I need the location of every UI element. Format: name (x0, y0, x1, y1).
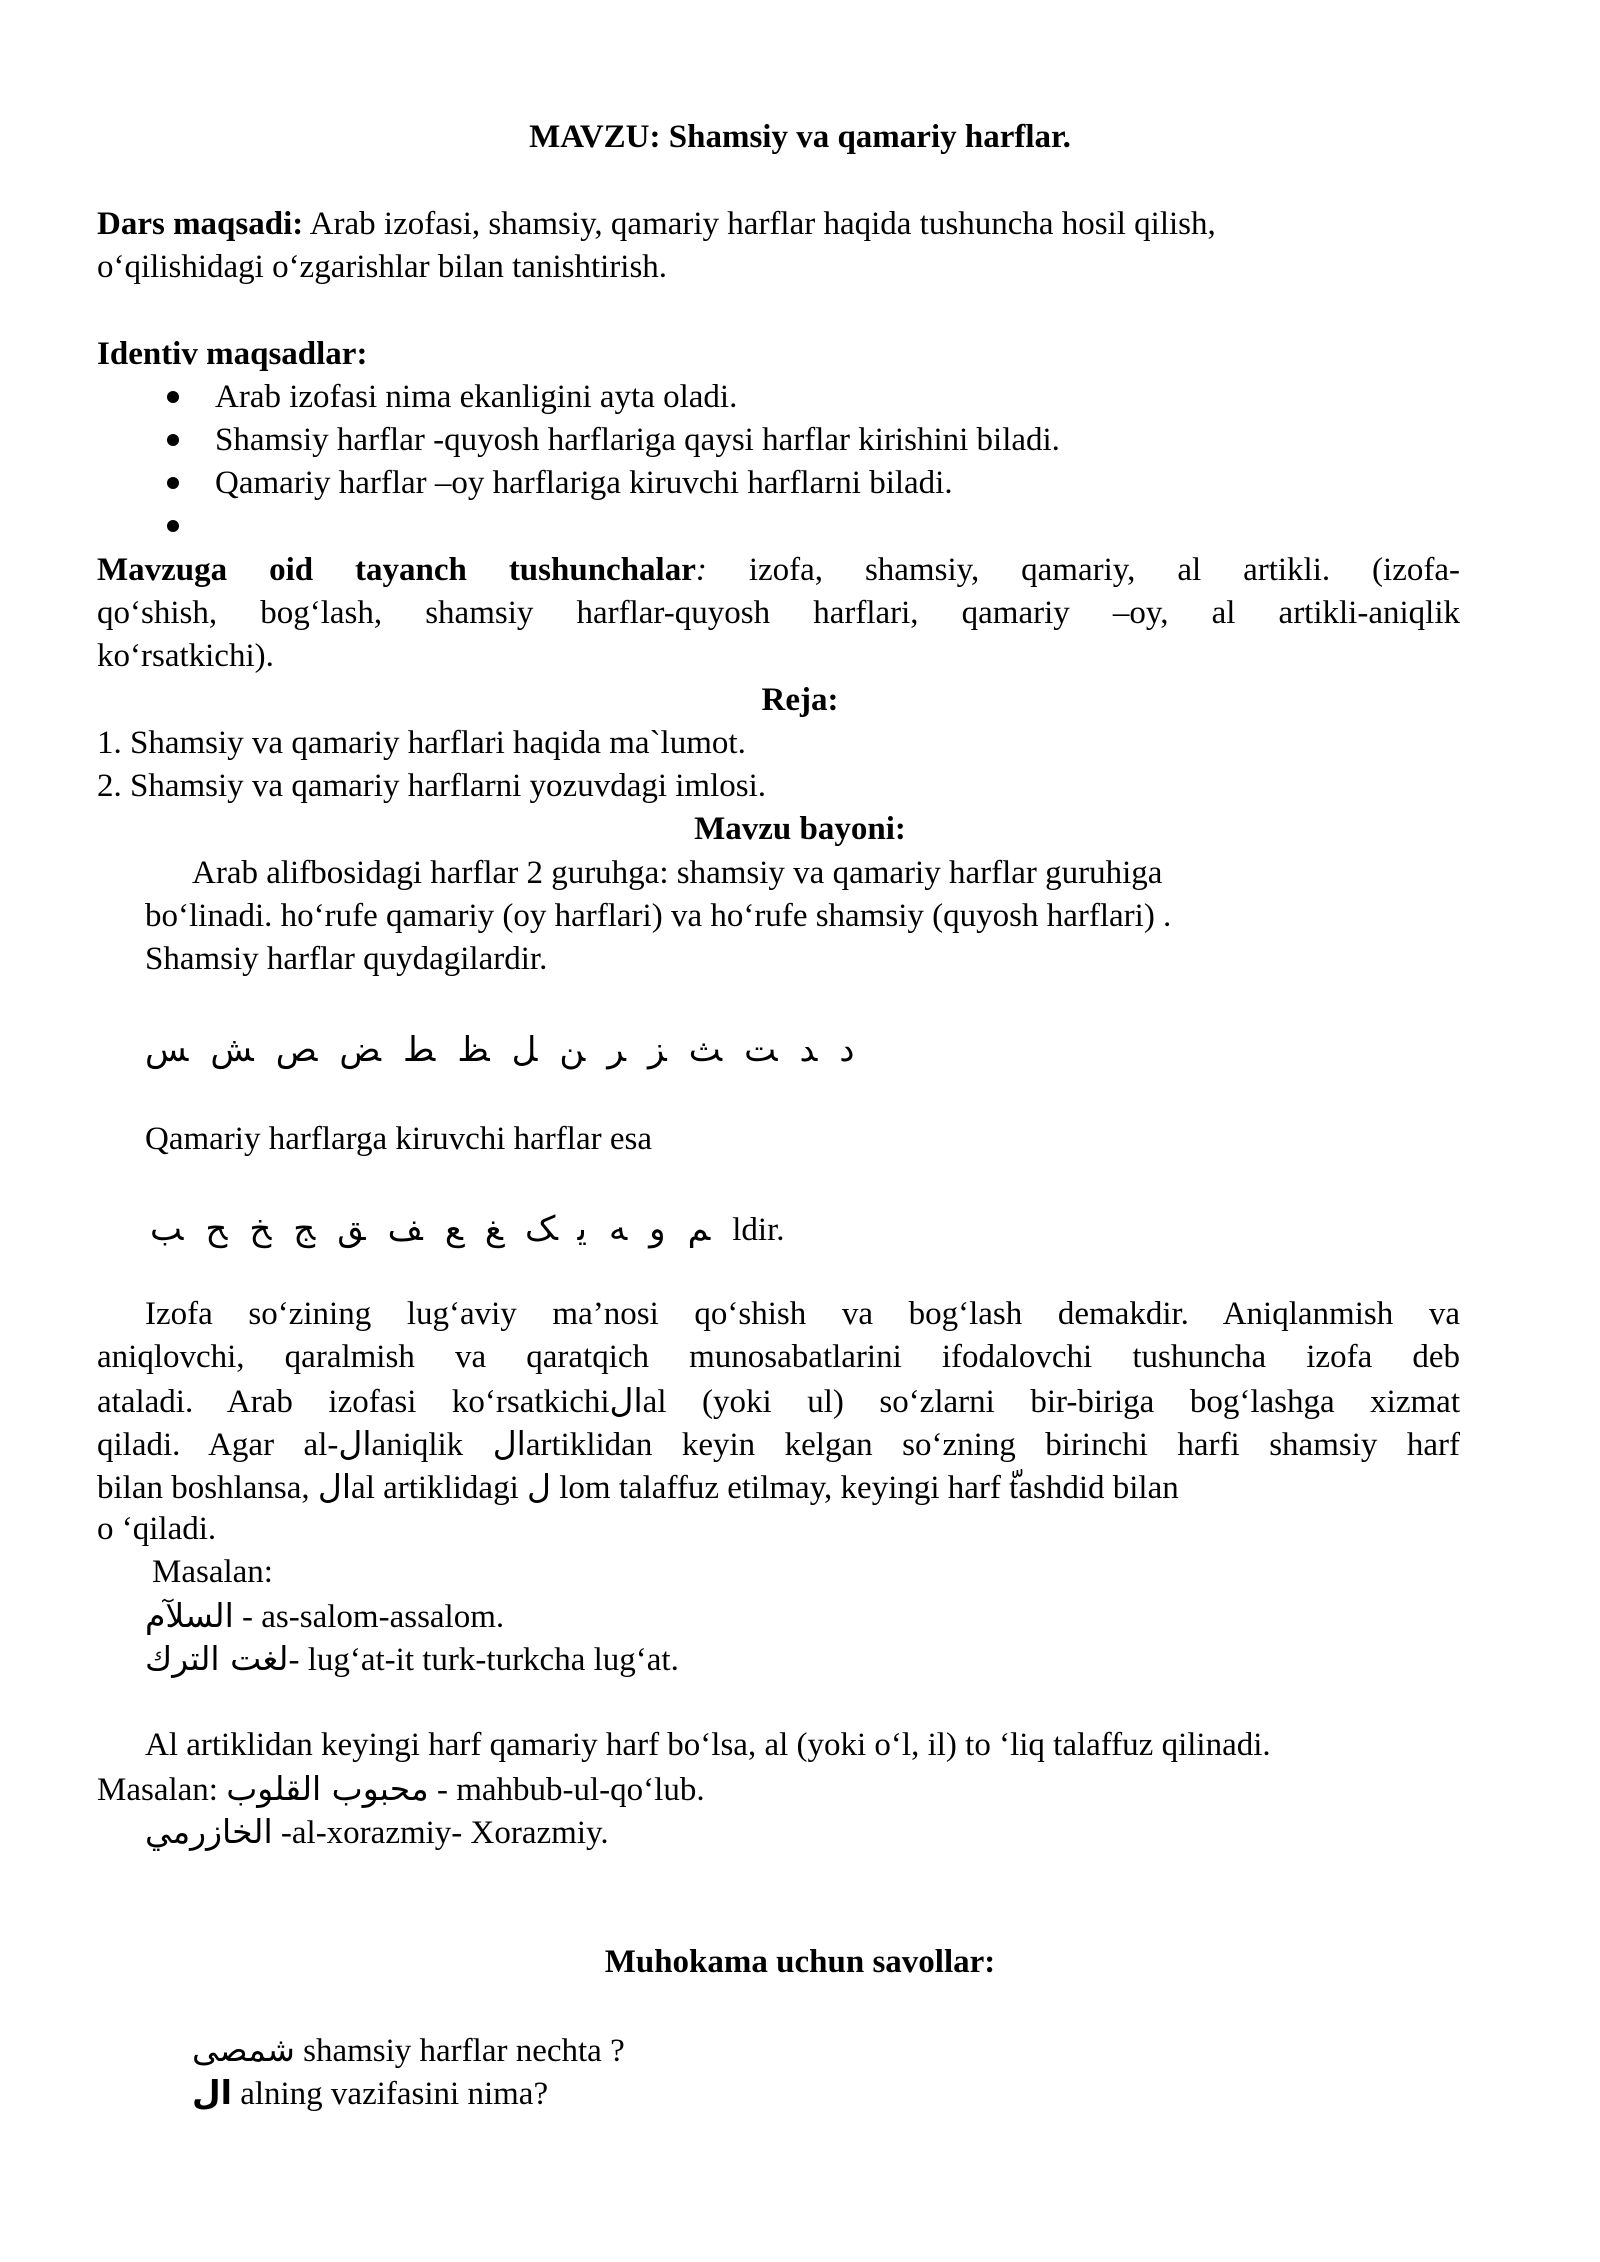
examples-label: Masalan: (152, 1554, 273, 1590)
identiv-item-3: Qamariy harflar –oy harflariga kiruvchi harflarni biladi. (215, 465, 953, 501)
qamariy-suffix: ldir. (732, 1212, 785, 1248)
page-title: MAVZU: Shamsiy va qamariy harflar. (529, 119, 1071, 155)
izofa-line-6: o ‘qiladi. (97, 1511, 217, 1547)
shamsiy-letters: دﺪﺖﺚﺰﺮﻦﻞﻆﻂﺾﺺﺶﺲ (145, 1030, 855, 1070)
bullet-icon (167, 391, 179, 403)
izofa-line-1: Izofa so‘zining lug‘aviy ma’nosi qo‘shish va bog‘lash demakdir. Aniqlanmish va (145, 1296, 1460, 1332)
concepts-line-2: qo‘shish, bog‘lash, shamsiy harflar-quyosh harflari, qamariy –oy, al artikli-aniqlik (97, 595, 1460, 631)
discussion-title: Muhokama uchun savollar: (604, 1944, 996, 1980)
example-1: السلآم - as-salom-assalom. (145, 1596, 505, 1635)
qamariy-letters: ﻢوﻪیکﻎﻊﻒﻖﺞﺦﺢﺐ ldir. (150, 1209, 785, 1249)
discussion-question-2: ال alning vazifasini nima? (192, 2073, 549, 2112)
identiv-item-1: Arab izofasi nima ekanligini ayta oladi. (215, 379, 738, 415)
qamariy-para-line-2: Masalan: محبوب القلوب - mahbub-ul-qo‘lub. (97, 1769, 705, 1808)
qamariy-para-line-3: الخازرمي -al-xorazmiy- Xorazmiy. (145, 1812, 609, 1851)
izofa-line-2: aniqlovchi, qaralmish va qaratqich munosabatlarini ifodalovchi tushuncha izofa deb (97, 1339, 1460, 1375)
izofa-line-4: qiladi. Agar al-الaniqlik الartiklidan keyin kelgan so‘zning birinchi harfi shamsiy harf (97, 1424, 1461, 1463)
plan-title: Reja: (761, 682, 839, 718)
concepts-line-1: Mavzuga oid tayanch tushunchalar: izofa, shamsiy, qamariy, al artikli. (izofa- (97, 552, 1460, 588)
qamariy-para-line-1: Al artiklidan keyingi harf qamariy harf bo‘lsa, al (yoki o‘l, il) to ‘liq talaffuz qilinadi. (145, 1727, 1271, 1763)
concepts-line-3: ko‘rsatkichi). (97, 638, 274, 674)
bullet-icon (167, 477, 179, 489)
goal-line-1 (97, 203, 1216, 246)
example-2: لغت الترك- lug‘at-it turk-turkcha lug‘at. (145, 1639, 679, 1678)
qamariy-intro: Qamariy harflarga kiruvchi harflar esa (145, 1121, 652, 1157)
goal-label: Dars maqsadi: (97, 206, 304, 242)
discussion-question-1: شمصى shamsiy harflar nechta ? (192, 2030, 625, 2069)
plan-item-2: 2. Shamsiy va qamariy harflarni yozuvdagi imlosi. (97, 768, 767, 804)
plan-item-1: 1. Shamsiy va qamariy harflari haqida ma`lumot. (97, 725, 746, 761)
body-title: Mavzu bayoni: (694, 811, 906, 847)
goal-text-1: Arab izofasi, shamsiy, qamariy harflar haqida tushuncha hosil qilish, (309, 206, 1216, 242)
body-para-1-line-1: Arab alifbosidagi harflar 2 guruhga: shamsiy va qamariy harflar guruhiga (192, 855, 1163, 891)
bullet-icon (167, 520, 179, 532)
bullet-icon (167, 434, 179, 446)
izofa-line-3: ataladi. Arab izofasi ko‘rsatkichiالal (yoki ul) so‘zlarni bir-biriga bog‘lashga xizmat (97, 1381, 1460, 1420)
identiv-label: Identiv maqsadlar: (97, 336, 368, 372)
body-para-1-line-2: bo‘linadi. ho‘rufe qamariy (oy harflari) va ho‘rufe shamsiy (quyosh harflari) . (145, 898, 1172, 934)
body-para-1-line-3: Shamsiy harflar quydagilardir. (145, 941, 548, 977)
identiv-item-2: Shamsiy harflar -quyosh harflariga qaysi harflar kirishini biladi. (215, 422, 1060, 458)
goal-line-2: o‘qilishidagi o‘zgarishlar bilan tanishtirish. (97, 249, 668, 285)
concepts-label: Mavzuga oid tayanch tushunchalar (97, 552, 696, 588)
izofa-line-5: bilan boshlansa, الal artiklidagi ل lom talaffuz etilmay, keyingi harf tashdid bilan (97, 1467, 1179, 1506)
